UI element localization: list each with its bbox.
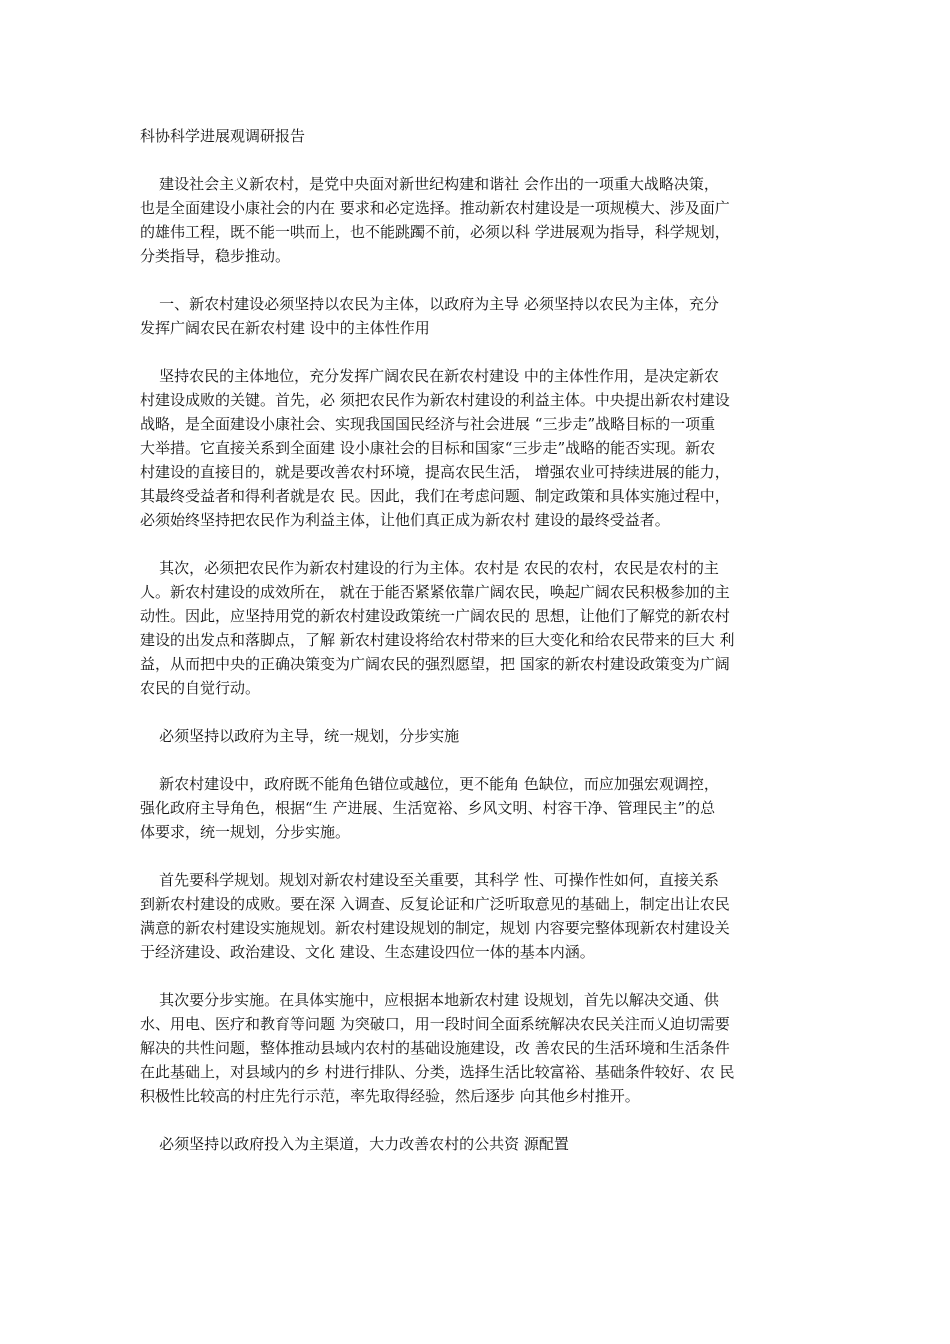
paragraph: [140, 1132, 810, 1156]
text-line: 新农村建设中，政府既不能角色错位或越位，更不能角 色缺位，而应加强宏观调控，: [140, 775, 719, 793]
text-line: 村建设成败的关键。首先，必 须把农民作为新农村建设的利益主体。中央提出新农村建设: [140, 391, 730, 409]
text-line: 也是全面建设小康社会的内在 要求和必定选择。推动新农村建设是一项规模大、涉及面广: [140, 199, 730, 217]
text-line: 其最终受益者和得利者就是农 民。因此，我们在考虑问题、制定政策和具体实施过程中，: [140, 487, 730, 505]
text-line: 大举措。它直接关系到全面建 设小康社会的目标和国家“三步走”战略的能否实现。新农: [140, 439, 716, 457]
text-line: 满意的新农村建设实施规划。新农村建设规划的制定，规划 内容要完整体现新农村建设关: [140, 919, 730, 937]
paragraph: [140, 724, 810, 748]
document-body: [140, 124, 810, 1180]
text-line: 其次，必须把农民作为新农村建设的行为主体。农村是 农民的农村，农民是农村的主: [140, 559, 719, 577]
text-line: 积极性比较高的村庄先行示范，率先取得经验，然后逐步 向其他乡村推开。: [140, 1087, 640, 1105]
text-line: 村建设的直接目的，就是要改善农村环境，提高农民生活， 增强农业可持续进展的能力，: [140, 463, 730, 481]
text-line: 强化政府主导角色，根据“生 产进展、生活宽裕、乡风文明、村容干净、管理民主”的总: [140, 799, 716, 817]
text-line: 发挥广阔农民在新农村建 设中的主体性作用: [140, 319, 430, 337]
paragraph: [140, 868, 810, 964]
paragraph: [140, 988, 810, 1108]
paragraph: [140, 172, 810, 268]
text-line: 在此基础上，对县域内的乡 村进行排队、分类，选择生活比较富裕、基础条件较好、农 民: [140, 1063, 735, 1081]
text-line: 解决的共性问题，整体推动县域内农村的基础设施建设，改 善农民的生活环境和生活条件: [140, 1039, 730, 1057]
text-line: 农民的自觉行动。: [140, 679, 261, 697]
text-line: 水、用电、医疗和教育等问题 为突破口，用一段时间全面系统解决农民关注而乂迫切需要: [140, 1015, 730, 1033]
paragraph: [140, 292, 810, 340]
paragraph-list: [140, 172, 810, 1156]
text-line: 一、新农村建设必须坚持以农民为主体，以政府为主导 必须坚持以农民为主体，充分: [140, 295, 719, 313]
text-line: 战略，是全面建设小康社会、实现我国国民经济与社会进展 “三步走”战略目标的一项重: [140, 415, 716, 433]
text-line: 到新农村建设的成败。要在深 入调查、反复论证和广泛听取意见的基础上，制定出让农民: [140, 895, 730, 913]
text-line: 首先要科学规划。规划对新农村建设至关重要，其科学 性、可操作性如何，直接关系: [140, 871, 719, 889]
text-line: 必须始终坚持把农民作为利益主体，让他们真正成为新农村 建设的最终受益者。: [140, 511, 670, 529]
document-title: 科协科学进展观调研报告: [140, 127, 306, 145]
paragraph: [140, 556, 810, 700]
text-line: 体要求，统一规划，分步实施。: [140, 823, 351, 841]
text-line: 的雄伟工程，既不能一哄而上，也不能跳躅不前，必须以科 学进展观为指导，科学规划，: [140, 223, 730, 241]
text-line: 分类指导，稳步推动。: [140, 247, 291, 265]
text-line: 益，从而把中央的正确决策变为广阔农民的强烈愿望，把 国家的新农村建设政策变为广阔: [140, 655, 730, 673]
text-line: 于经济建设、政治建设、文化 建设、生态建设四位一体的基本内涵。: [140, 943, 595, 961]
text-line: 坚持农民的主体地位，充分发挥广阔农民在新农村建设 中的主体性作用，是决定新农: [140, 367, 719, 385]
text-line: 建设的出发点和落脚点，了解 新农村建设将给农村带来的巨大变化和给农民带来的巨大 利: [140, 631, 735, 649]
text-line: 动性。因此，应坚持用党的新农村建设政策统一广阔农民的 思想，让他们了解党的新农村: [140, 607, 730, 625]
text-line: 必须坚持以政府投入为主渠道，大力改善农村的公共资 源配置: [140, 1135, 569, 1153]
text-line: 必须坚持以政府为主导，统一规划，分步实施: [140, 727, 460, 745]
text-line: 其次要分步实施。在具体实施中，应根据本地新农村建 设规划，首先以解决交通、供: [140, 991, 719, 1009]
text-line: 建设社会主义新农村，是党中央面对新世纪构建和谐社 会作出的一项重大战略决策，: [140, 175, 719, 193]
paragraph: [140, 772, 810, 844]
text-line: 人。新农村建设的成效所在， 就在于能否紧紧依靠广阔农民，唤起广阔农民积极参加的主: [140, 583, 730, 601]
paragraph: [140, 364, 810, 532]
